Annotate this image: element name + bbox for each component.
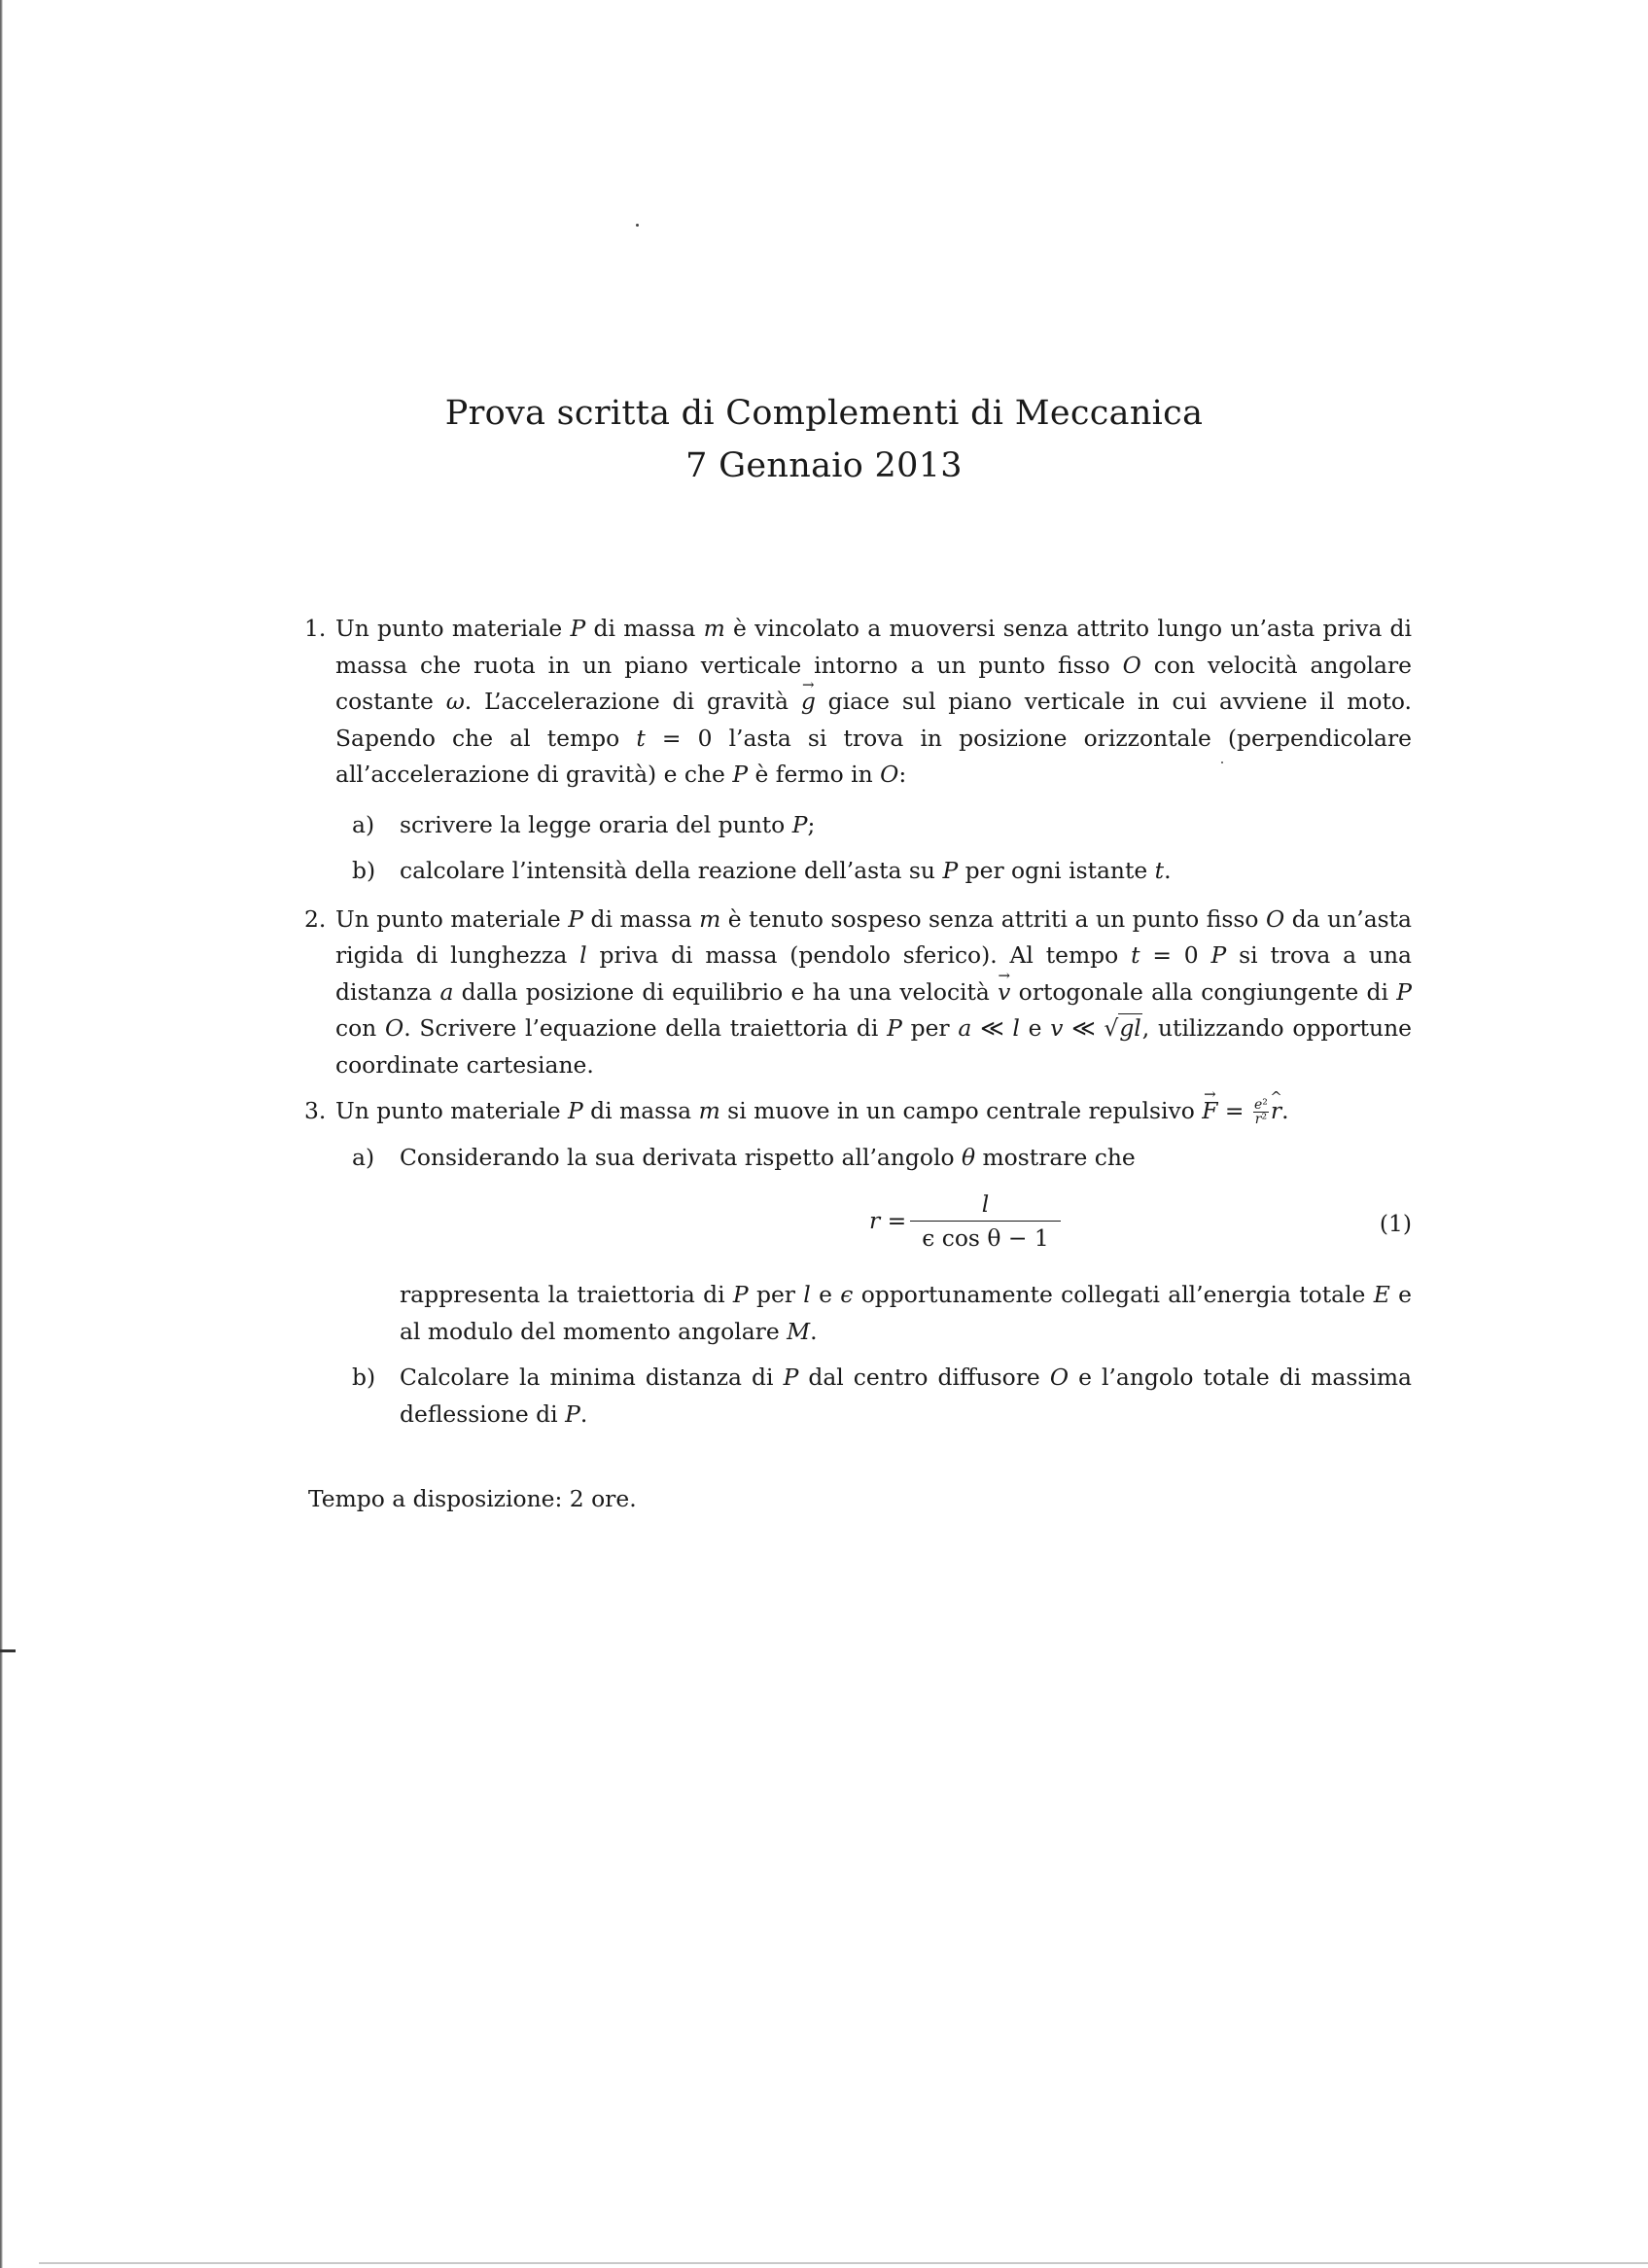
problem-3-part-b (308, 1360, 1412, 1433)
problem-2 (304, 902, 1413, 1084)
equation-fraction (916, 1187, 1055, 1255)
problem-3-part-a (308, 1140, 1412, 1351)
title-line-2: 7 Gennaio 2013 (685, 446, 963, 485)
equation-numerator: l (910, 1187, 1061, 1222)
problem-1 (304, 611, 1412, 794)
equation-body (869, 1187, 1055, 1255)
part-label: a) (352, 810, 375, 838)
part-label: b) (352, 1364, 376, 1391)
scan-bottom-edge (39, 2262, 1648, 2264)
scan-edge (0, 0, 3, 2268)
equation-lhs: r = (869, 1206, 907, 1234)
title-line-1: Prova scritta di Complementi di Meccanica (444, 394, 1204, 433)
part-label: b) (352, 857, 376, 884)
problem-text: Un punto materiale P di massa m si muove in un campo centrale repulsivo → F = $\frac{\text{e²}}{\text{r²}}$ ^ r. (335, 1093, 1412, 1130)
problem-1-part-a (308, 807, 1412, 844)
part-text: Calcolare la minima distanza di P dal centro diffusore O e l’angolo totale di massima deflessione di P. (400, 1364, 1412, 1428)
problem-text: Un punto materiale P di massa m è tenuto sospeso senza attriti a un punto fisso O da un’asta rigida di lunghezza l priva di massa (pendolo sferico). Al tempo t = 0 P si trova a una distanza a dalla posizione di equilibrio e ha una velocità → v ortogonale alla congiungente di P con O. Scrivere l’equazione della traiettoria di P per a ≪ l e v ≪ √gl, utilizzando opportune coordinate cartesiane. (335, 902, 1412, 1084)
problem-3 (304, 1093, 1412, 1130)
problem-1-part-b (308, 853, 1412, 890)
part-text: scrivere la legge oraria del punto P; (400, 810, 816, 838)
time-allowed: Tempo a disposizione: 2 ore. (308, 1485, 637, 1512)
scan-mark (0, 1649, 16, 1652)
part-text: calcolare l’intensità della reazione dell’asta su P per ogni istante t. (400, 857, 1172, 884)
problem-number: 2. (304, 904, 327, 933)
speck (636, 224, 639, 227)
part-text: Considerando la sua derivata rispetto all’angolo θ mostrare che (400, 1143, 1136, 1171)
equation-tag: (1) (1379, 1210, 1412, 1237)
problem-number: 1. (304, 615, 327, 642)
exam-title (0, 387, 1648, 492)
equation-denominator: ϵ cos θ − 1 (922, 1224, 1049, 1252)
problem-list (304, 611, 1413, 1433)
part-text-after: rappresenta la traiettoria di P per l e ϵ opportunamente collegati all’energia totale E e al modulo del momento angolare M. (400, 1281, 1412, 1345)
problem-number: 3. (304, 1097, 327, 1124)
problem-text: Un punto materiale P di massa m è vincolato a muoversi senza attrito lungo un’asta priva di massa che ruota in un piano verticale intorno a un punto fisso O con velocità angolare costante ω. L’accelerazione di gravità → g giace sul piano verticale in cui avviene il moto. Sapendo che al tempo t = 0 l’asta si trova in posizione orizzontale (perpendicolare all’accelerazione di gravità) e che P è fermo in O: (335, 611, 1412, 794)
equation-1 (364, 1182, 1412, 1273)
part-label: a) (352, 1143, 375, 1171)
